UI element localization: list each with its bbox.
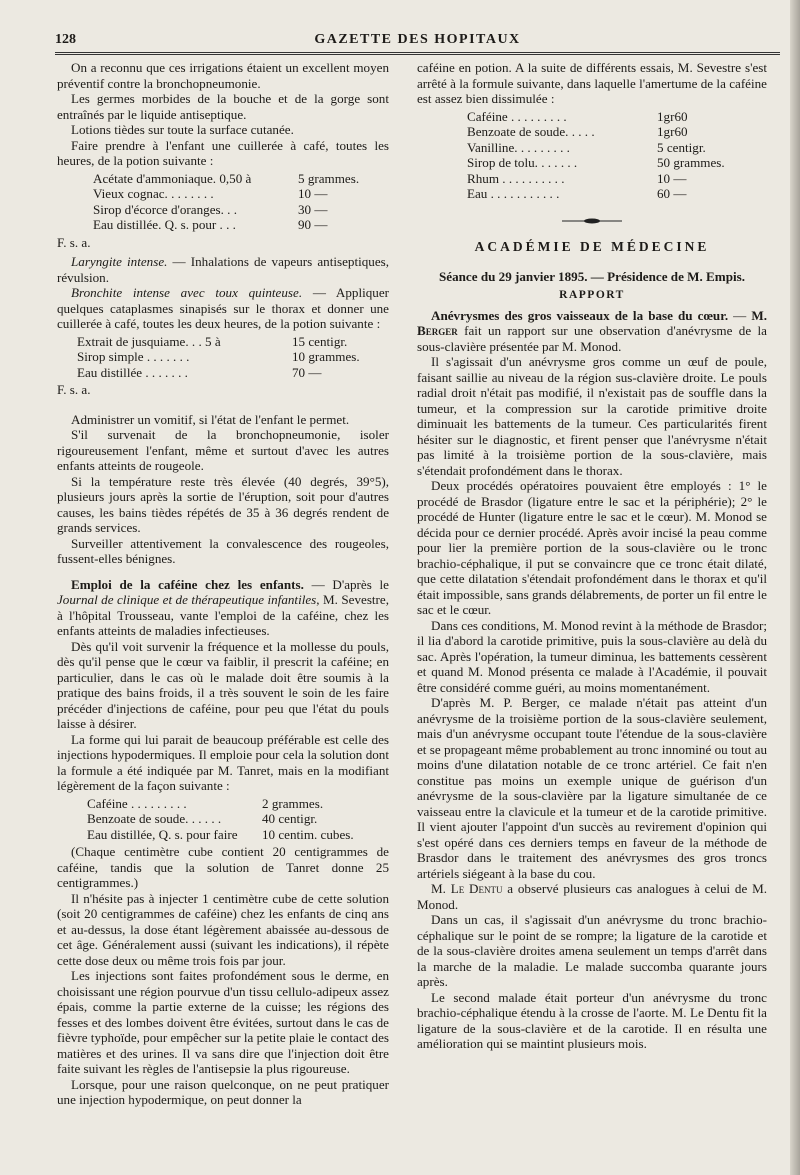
formula-quantity: 2 grammes. — [262, 795, 324, 811]
paragraph: Deux procédés opératoires pouvaient être employés : 1° le procédé de Brasdor (ligature entre le sac et la périphérie); 2° le procédé de Hunter (ligature entre le sac et le cœur). M. Monod se décida pour ce dernier procédé. Après avoir incisé la peau comme pour lier la première portion de la sous-clavière ou le tronc brachio-céphalique, il put se convaincre que ce tronc était dilaté, que cette dilatation s'étendait profondément dans le thorax et qu'il était impossible, sans grands délabrements, de porter un fil entre le sac et le cœur. — [417, 478, 767, 617]
formula-fsa: F. s. a. — [57, 382, 91, 397]
formula-row — [57, 202, 389, 218]
formula-row — [417, 124, 767, 140]
formula-row — [57, 827, 389, 843]
paragraph: Si la température reste très élevée (40 degrés, 39°5), plusieurs jours après la sortie de l'éruption, soit pour d'autres causes, les bains tièdes répétés de 35 à 36 degrés rendent de grands services. — [57, 473, 389, 535]
page-header — [55, 32, 780, 52]
paragraph: D'après M. P. Berger, ce malade n'était pas atteint d'un anévrysme de la troisième portion de la sous-clavière seulement, mais d'un anévrysme occupant toute l'étendue de la sous-clavière et se propageant même probablement au tronc innominé ou tout au moins d'une dilatation notable de ce tronc artériel. Ce fait n'en constitue pas moins un exemple unique de guérison d'un anévrysme de la sous-clavière par la ligature simultanée de ce vaisseau entre la clavicule et la tumeur et de la carotide primitive. Il vient ajouter l'appoint d'un succès au revirement d'opinion qui s'est opéré dans ces derniers temps en faveur de la méthode de Brasdor dans le traitement des anévrysmes des gros troncs artériels siégeant à la base du cou. — [417, 695, 767, 881]
formula-ingredient: Sirop de tolu. . . . . . . — [467, 155, 578, 170]
formula-row — [417, 171, 767, 187]
heading-laryngite: Laryngite intense. — [71, 254, 168, 269]
text: — — [728, 307, 752, 323]
formula-row — [57, 334, 389, 350]
text: fait un rapport sur une observation d'anévrysme de la sous-clavière présentée par M. Monod. — [417, 323, 767, 354]
formula-row — [57, 217, 389, 233]
formula-row — [57, 811, 389, 827]
paragraph: Lotions tièdes sur toute la surface cutanée. — [71, 122, 294, 137]
paragraph: Lorsque, pour une raison quelconque, on ne peut pratiquer une injection hypodermique, on peut donner la — [57, 1076, 389, 1107]
formula-row — [57, 796, 389, 812]
paragraph: Administrer un vomitif, si l'état de l'enfant le permet. — [71, 411, 350, 427]
paragraph: S'il survenait de la bronchopneumonie, isoler rigoureusement l'enfant, même et surtout d'avec les autres enfants atteints de rougeole. — [57, 427, 389, 473]
journal-reference: Journal de clinique et de thérapeutique infantiles — [57, 592, 317, 607]
formula-ingredient: Benzoate de soude. . . . . — [467, 124, 595, 139]
formula-ingredient: Eau distillée, Q. s. pour faire — [87, 826, 238, 842]
formula-quantity: 10 — — [657, 170, 687, 186]
right-column — [417, 60, 767, 1052]
formula-quantity: 5 centigr. — [657, 139, 706, 155]
paragraph: Les germes morbides de la bouche et de la gorge sont entraînés par le liquide antiseptique. — [57, 91, 389, 122]
page-edge — [790, 0, 800, 1175]
formula-ammoniaque — [57, 171, 389, 233]
paragraph: Le second malade était porteur d'un anévrysme du tronc brachio-céphalique étendu à la crosse de l'aorte. M. Le Dentu fit la ligature de la sous-clavière et de la carotide. Il en résulta une amélioration qui se maintint plusieurs mois. — [417, 989, 767, 1051]
formula-ingredient: Eau . . . . . . . . . . . — [467, 186, 560, 201]
paragraph: Il n'hésite pas à injecter 1 centimètre cube de cette solution (soit 20 centigrammes de caféine) chez les enfants de cinq ans et au-dessus, la dose étant légèrement abaissée au-dessous de cet âge. Généralement aussi (suivant les indications), il répète cette dose deux ou même trois fois par jour. — [57, 890, 389, 968]
paragraph: (Chaque centimètre cube contient 20 centigrammes de caféine, tandis que la solution de Tanret donne 25 centigrammes.) — [57, 844, 389, 890]
paragraph: Dans ces conditions, M. Monod revint à la méthode de Brasdor; il lia d'abord la carotide primitive, puis la sous-clavière au delà du sac. Après l'opération, la tumeur diminua, les battements cessèrent et quand M. Monod présenta ce malade à l'Académie, il pouvait être considéré comme guéri, au moins momentanément. — [417, 617, 767, 695]
left-column — [57, 60, 389, 1108]
formula-row — [417, 109, 767, 125]
page-number: 128 — [55, 32, 76, 47]
paragraph-bronchite — [57, 285, 389, 332]
formula-ingredient: Benzoate de soude. . . . . . — [87, 811, 222, 826]
formula-cafeine-potion — [417, 109, 767, 202]
formula-ingredient: Vanilline. . . . . . . . . — [467, 139, 570, 155]
header-rule — [55, 52, 780, 55]
paragraph: On a reconnu que ces irrigations étaient un excellent moyen préventif contre la bronchopneumonie. — [57, 60, 389, 91]
formula-quantity: 5 grammes. — [298, 170, 360, 186]
formula-quantity: 40 centigr. — [262, 811, 318, 826]
divider-ornament — [562, 218, 622, 224]
heading-bronchite: Bronchite intense avec toux quinteuse. — [71, 285, 303, 300]
formula-ingredient: Sirop simple . . . . . . . — [77, 349, 190, 364]
paragraph: La forme qui lui parait de beaucoup préférable est celle des injections hypodermiques. Il emploie pour cela la solution dont la formule a été indiquée par M. Tanret, mais en la modifiant légèrement de la façon suivante : — [57, 731, 389, 793]
formula-row — [417, 186, 767, 202]
formula-quantity: 50 grammes. — [657, 155, 725, 170]
formula-ingredient: Eau distillée . . . . . . . — [77, 364, 188, 380]
formula-row — [57, 349, 389, 365]
formula-ingredient: Vieux cognac. . . . . . . . — [93, 186, 214, 201]
text: , M. Sevestre, à l'hôpital Trousseau, vante l'emploi de la caféine, chez les enfants atteints de maladies infectieuses. — [57, 592, 389, 638]
speaker-name: M. Le Dentu — [431, 881, 503, 896]
formula-quantity: 90 — — [298, 217, 328, 232]
formula-ingredient: Caféine . . . . . . . . . — [87, 795, 187, 811]
formula-quantity: 1gr60 — [657, 108, 688, 124]
heading-anevrysmes: Anévrysmes des gros vaisseaux de la base du cœur. — [431, 307, 729, 323]
formula-ingredient: Acétate d'ammoniaque. 0,50 à — [93, 170, 252, 186]
formula-ingredient: Caféine . . . . . . . . . — [467, 108, 567, 124]
speaker-name: M. Berger — [417, 307, 767, 338]
text: a observé plusieurs cas analogues à celui de M. Monod. — [417, 881, 767, 912]
formula-cafeine-injection — [57, 796, 389, 843]
formula-row — [417, 155, 767, 171]
paragraph-cafeine — [57, 577, 389, 639]
paragraph-laryngite — [57, 254, 389, 285]
text: — D'après le — [303, 576, 389, 592]
formula-fsa: F. s. a. — [57, 234, 91, 250]
formula-quantity: 70 — — [292, 364, 322, 380]
paragraph: Dans un cas, il s'agissait d'un anévrysme du tronc brachio-céphalique sur le point de se rompre; la ligature de la carotide et de la sous-clavière droites amena seulement un temps d'arrêt dans la marche de la maladie. Le malade succomba quarante jours après. — [417, 912, 767, 989]
formula-row — [417, 140, 767, 156]
paragraph: Les injections sont faites profondément sous le derme, en choisissant une région pourvue d'un tissu cellulo-adipeux assez épais, comme la partie externe de la cuisse; les régions des fesses et des lombes doivent être évitées, surtout dans le cas de fièvre typhoïde, pour empêcher sur la petite plaie le contact des matières et des urines. Il va sans dire que l'injection doit être faite suivant les règles de l'antisepsie la plus rigoureuse. — [57, 968, 389, 1076]
formula-jusquiame — [57, 334, 389, 381]
formula-ingredient: Rhum . . . . . . . . . . — [467, 170, 565, 186]
formula-quantity: 10 grammes. — [292, 349, 360, 364]
formula-ingredient: Extrait de jusquiame. . . 5 à — [77, 333, 221, 349]
formula-ingredient: Sirop d'écorce d'oranges. . . — [93, 201, 237, 217]
paragraph: Il s'agissait d'un anévrysme gros comme un œuf de poule, faisant saillie au niveau de la région sus-clavière droite. Le pouls radial droit n'était pas modifié, il n'existait pas de souffle dans la tumeur, et la compression sur la carotide primitive droite diminuait les battements de la tumeur. Ces particularités firent hésiter sur le diagnostic, et firent penser que l'anévrysme n'était pas limité à la troisième portion de la sous-clavière, mais s'étendait profondément dans le thorax. — [417, 354, 767, 478]
formula-quantity: 60 — — [657, 186, 687, 201]
paragraph: Faire prendre à l'enfant une cuillerée à café, toutes les heures, de la potion suivante : — [57, 137, 389, 168]
text: — Inhalations de vapeurs antiseptiques, révulsion. — [57, 254, 389, 285]
formula-row — [57, 365, 389, 381]
journal-title: GAZETTE DES HOPITAUX — [314, 32, 521, 47]
seance-line: Séance du 29 janvier 1895. — Présidence de M. Empis. — [439, 268, 745, 284]
formula-quantity: 1gr60 — [657, 124, 688, 139]
formula-quantity: 10 — — [298, 186, 328, 201]
formula-ingredient: Eau distillée. Q. s. pour . . . — [93, 217, 236, 232]
text: — Appliquer quelques cataplasmes sinapisés sur le thorax et donner une cuillerée à café, toutes les deux heures, de la potion suivante : — [57, 285, 389, 331]
formula-row — [57, 186, 389, 202]
formula-quantity: 30 — — [298, 201, 328, 217]
paragraph: caféine en potion. A la suite de différents essais, M. Sevestre s'est arrêté à la formule suivante, dans laquelle l'amertume de la caféine est assez bien dissimulée : — [417, 60, 767, 106]
paragraph: Dès qu'il voit survenir la fréquence et la mollesse du pouls, dès qu'il pense que le cœur va faiblir, il prescrit la caféine; en particulier, dans le cas où le malade doit être soumis à la pratique des bains froids, il a très souvent le soin de les faire précéder d'injections de caféine, pour peu que l'état du pouls laisse à désirer. — [57, 638, 389, 731]
ornamental-divider — [417, 214, 767, 230]
paragraph-le-dentu — [417, 881, 767, 912]
paragraph: Surveiller attentivement la convalescence des rougeoles, fussent-elles bénignes. — [57, 535, 389, 566]
section-heading-academie: ACADÉMIE DE MÉDECINE — [474, 239, 710, 254]
paragraph-anevrysmes — [417, 308, 767, 355]
rapport-heading: RAPPORT — [559, 289, 625, 301]
heading-cafeine: Emploi de la caféine chez les enfants. — [71, 576, 304, 592]
formula-quantity: 10 centim. cubes. — [262, 826, 354, 842]
formula-quantity: 15 centigr. — [292, 333, 348, 349]
formula-row — [57, 171, 389, 187]
